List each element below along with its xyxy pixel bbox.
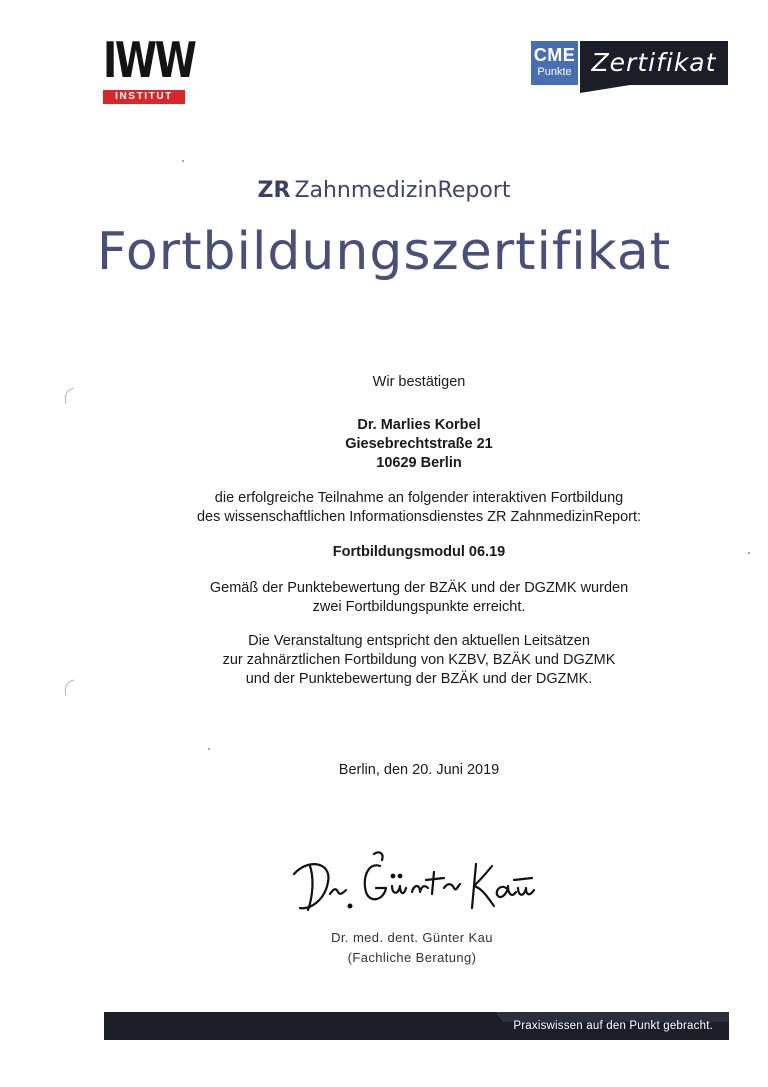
guidelines-line-3: und der Punktebewertung der BZÄK und der DGZMK.	[245, 671, 593, 687]
handwritten-signature	[288, 848, 538, 920]
iww-logo-wordmark: IWW	[103, 32, 195, 89]
scan-mark	[62, 678, 76, 698]
certificate-title: Fortbildungszertifikat	[96, 222, 672, 282]
zertifikat-label: Zertifikat	[580, 41, 728, 85]
cme-sublabel: Punkte	[537, 66, 572, 78]
report-abbreviation: ZR	[257, 178, 291, 203]
module-name: Fortbildungsmodul 06.19	[332, 544, 506, 560]
recipient-street: Giesebrechtstraße 21	[345, 436, 493, 452]
participation-line-1: die erfolgreiche Teilnahme an folgender interaktiven Fortbildung	[214, 490, 624, 506]
recipient-name: Dr. Marlies Korbel	[357, 417, 481, 433]
confirmation-intro: Wir bestätigen	[372, 374, 466, 390]
recipient-city: 10629 Berlin	[376, 455, 462, 471]
scan-speck	[748, 552, 750, 554]
iww-institut-logo	[103, 32, 195, 106]
report-name: ZahnmedizinReport	[294, 178, 511, 203]
cme-points-box	[531, 41, 578, 85]
participation-line-2: des wissenschaftlichen Informationsdienstes ZR ZahnmedizinReport:	[196, 509, 642, 525]
footer-tagline: Praxiswissen auf den Punkt gebracht.	[513, 1020, 713, 1032]
report-name-line	[0, 178, 768, 203]
footer-bar	[104, 1012, 729, 1040]
guidelines-line-2: zur zahnärztlichen Fortbildung von KZBV, BZÄK und DGZMK	[222, 652, 616, 668]
scan-speck	[182, 160, 184, 162]
scan-mark	[62, 386, 76, 406]
points-line-1: Gemäß der Punktebewertung der BZÄK und der DGZMK wurden	[209, 580, 629, 596]
points-line-2: zwei Fortbildungspunkte erreicht.	[312, 599, 526, 615]
signer-name: Dr. med. dent. Günter Kau	[331, 930, 493, 945]
cme-zertifikat-badge	[531, 41, 728, 93]
iww-logo-subtitle: INSTITUT	[103, 90, 185, 104]
scan-speck	[208, 748, 210, 750]
badge-tail-shape	[580, 85, 630, 93]
guidelines-line-1: Die Veranstaltung entspricht den aktuellen Leitsätzen	[248, 633, 590, 649]
place-date: Berlin, den 20. Juni 2019	[338, 762, 500, 778]
cme-label: CME	[533, 45, 576, 65]
signer-role: (Fachliche Beratung)	[347, 950, 477, 965]
